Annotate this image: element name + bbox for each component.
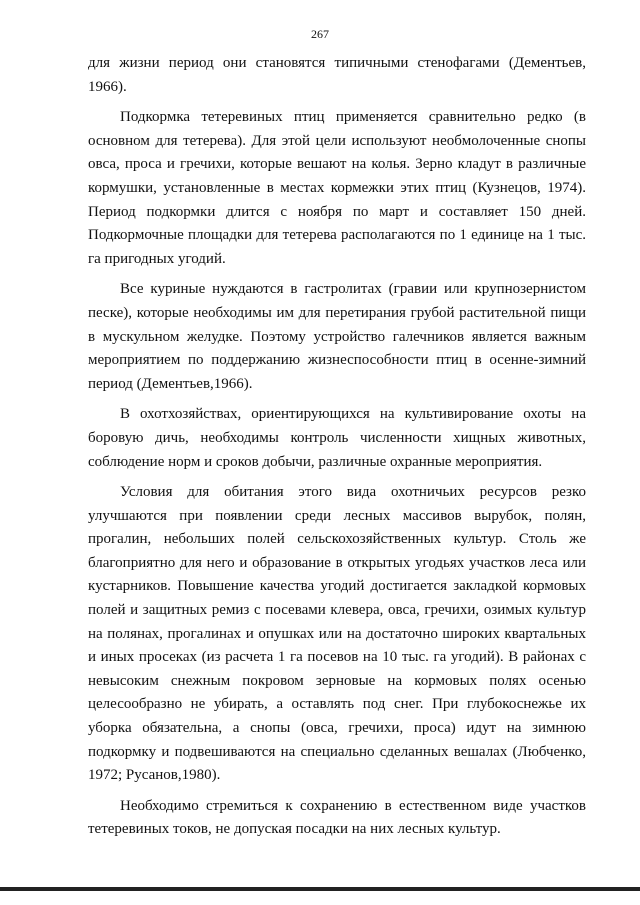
page-number: 267 [311,27,329,41]
paragraph-continuation: для жизни период они становятся типичными стенофагами (Дементьев, 1966). [88,55,586,95]
paragraph-lek-preservation: Необходимо стремиться к сохранению в естественном виде участков тетеревиных токов, не допуская посадки на них лесных культур. [88,797,586,838]
paragraph-feeding: Подкормка тетеревиных птиц применяется сравнительно редко (в основном для тетерева). Для этой цели используют необмолоченные снопы овса, проса и гречихи, которые вешают на колья. Зерно кладут в различные кормушки, установленные в местах кормежки этих птиц (Кузнецов, 1974). Период подкормки длится с ноября по март и составляет 150 дней. Подкормочные площадки для тетерева располагаются по 1 единице на 1 тыс. га пригодных угодий. [88,109,586,267]
document-body [88,52,586,849]
paragraph-habitat-conditions: Условия для обитания этого вида охотничьих ресурсов резко улучшаются при появлении среди лесных массивов вырубок, полян, прогалин, небольших полей сельскохозяйственных культур. Столь же благоприятно для него и образование в открытых угодьях участков леса или кустарников. Повышение качества угодий достигается закладкой кормовых полей и защитных ремиз с посевами клевера, овса, гречихи, озимых культур на полянах, прогалинах и опушках или на достаточно широких квартальных и иных просеках (из расчета 1 га посевов на 10 тыс. га угодий). В районах с невысоким снежным покровом зерновые на кормовых полях осенью целесообразно не убирать, а оставлять под снег. При глубокоснежье их уборка обязательна, а снопы (овса, гречихи, проса) идут на зимнюю подкормку и подвешиваются на специально сделанных вешалах (Любченко, 1972; Русанов,1980). [88,484,586,784]
paragraph-gastroliths: Все куриные нуждаются в гастролитах (гравии или крупнозернистом песке), которые необходимы им для перетирания грубой растительной пищи в мускульном желудке. Поэтому устройство галечников является важным мероприятием по поддержанию жизнеспособности птиц в осенне-зимний период (Дементьев,1966). [88,281,586,392]
bottom-rule [0,887,640,891]
paragraph-hunting-farms: В охотхозяйствах, ориентирующихся на культивирование охоты на боровую дичь, необходимы контроль численности хищных животных, соблюдение норм и сроков добычи, различные охранные мероприятия. [88,406,586,470]
